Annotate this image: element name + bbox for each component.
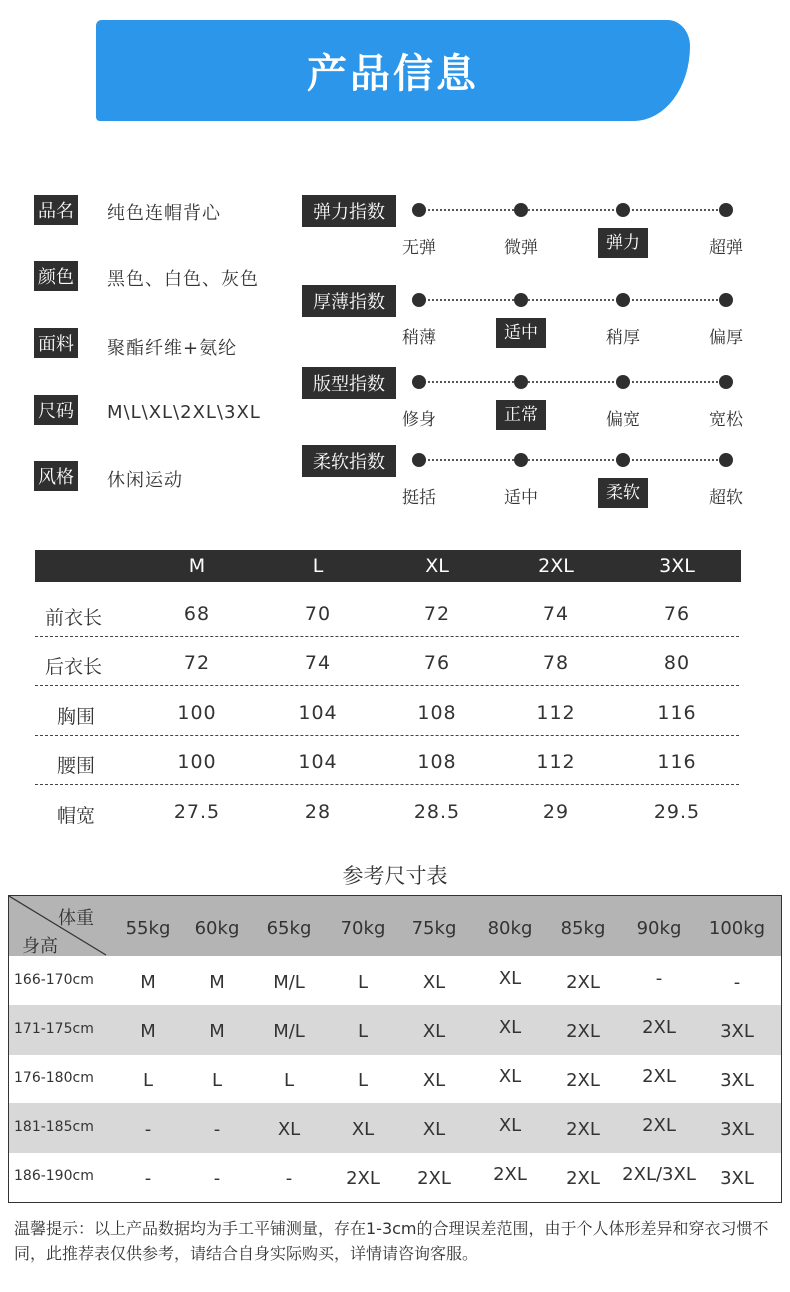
weight-column-header: 80kg bbox=[487, 918, 533, 939]
size-recommendation-cell: L bbox=[283, 1070, 295, 1091]
size-recommendation-cell: M bbox=[140, 972, 156, 993]
size-recommendation-cell: - bbox=[144, 1119, 152, 1140]
index-label: 版型指数 bbox=[302, 367, 396, 399]
size-column-header: 3XL bbox=[659, 555, 695, 577]
height-row-label: 176-180cm bbox=[14, 1070, 94, 1086]
height-row-label: 186-190cm bbox=[14, 1168, 94, 1184]
scale-dot bbox=[616, 375, 630, 389]
size-recommendation-cell: M bbox=[140, 1021, 156, 1042]
scale-dot bbox=[616, 203, 630, 217]
scale-dot bbox=[514, 293, 528, 307]
scale-dot bbox=[719, 453, 733, 467]
size-recommendation-cell: 2XL bbox=[566, 1021, 600, 1042]
scale-dot bbox=[514, 203, 528, 217]
size-cell: 100 bbox=[177, 702, 217, 724]
attr-value-fabric: 聚酯纤维+氨纶 bbox=[107, 338, 238, 359]
size-recommendation-cell: L bbox=[211, 1070, 223, 1091]
scale-option-selected: 适中 bbox=[496, 318, 546, 348]
size-cell: 80 bbox=[663, 652, 691, 674]
scale-option: 挺括 bbox=[402, 488, 436, 508]
size-cell: 116 bbox=[657, 702, 697, 724]
scale-option: 超软 bbox=[709, 488, 743, 508]
scale-line bbox=[419, 459, 726, 461]
scale-option: 无弹 bbox=[402, 238, 436, 258]
scale-dot bbox=[616, 453, 630, 467]
weight-column-header: 70kg bbox=[340, 918, 386, 939]
index-label: 柔软指数 bbox=[302, 445, 396, 477]
size-column-header: XL bbox=[425, 555, 449, 577]
size-row-label: 前衣长 bbox=[45, 607, 103, 629]
scale-line bbox=[419, 381, 726, 383]
size-recommendation-cell: XL bbox=[422, 1021, 446, 1042]
corner-height-label: 身高 bbox=[22, 936, 58, 957]
size-cell: 28 bbox=[304, 801, 332, 823]
size-recommendation-cell: XL bbox=[277, 1119, 301, 1140]
size-cell: 68 bbox=[183, 603, 211, 625]
height-row-label: 166-170cm bbox=[14, 972, 94, 988]
scale-option: 修身 bbox=[402, 410, 436, 430]
size-recommendation-cell: 3XL bbox=[720, 1119, 754, 1140]
attr-value-color: 黑色、白色、灰色 bbox=[107, 269, 259, 290]
scale-option: 稍厚 bbox=[606, 328, 640, 348]
weight-column-header: 100kg bbox=[708, 918, 766, 939]
size-recommendation-cell: - bbox=[285, 1168, 293, 1189]
size-cell: 104 bbox=[298, 702, 338, 724]
size-recommendation-cell: 2XL bbox=[642, 1066, 676, 1087]
scale-option: 超弹 bbox=[709, 238, 743, 258]
size-column-header: 2XL bbox=[538, 555, 574, 577]
size-recommendation-cell: - bbox=[733, 972, 741, 993]
weight-column-header: 55kg bbox=[125, 918, 171, 939]
attr-label-style: 风格 bbox=[34, 461, 78, 491]
size-recommendation-cell: 2XL bbox=[642, 1017, 676, 1038]
size-cell: 108 bbox=[417, 702, 457, 724]
attr-label-color: 颜色 bbox=[34, 261, 78, 291]
scale-option: 宽松 bbox=[709, 410, 743, 430]
size-recommendation-cell: 2XL/3XL bbox=[622, 1164, 696, 1185]
height-row-label: 171-175cm bbox=[14, 1021, 94, 1037]
attr-value-name: 纯色连帽背心 bbox=[107, 203, 221, 224]
weight-column-header: 65kg bbox=[266, 918, 312, 939]
size-cell: 76 bbox=[423, 652, 451, 674]
size-recommendation-cell: 3XL bbox=[720, 1168, 754, 1189]
size-recommendation-cell: 2XL bbox=[417, 1168, 451, 1189]
size-recommendation-cell: 2XL bbox=[566, 972, 600, 993]
size-cell: 29 bbox=[542, 801, 570, 823]
size-recommendation-cell: L bbox=[357, 1021, 369, 1042]
weight-column-header: 75kg bbox=[411, 918, 457, 939]
size-cell: 108 bbox=[417, 751, 457, 773]
size-recommendation-cell: - bbox=[144, 1168, 152, 1189]
size-row-label: 帽宽 bbox=[57, 805, 96, 827]
size-row-label: 胸围 bbox=[57, 706, 96, 728]
size-recommendation-cell: XL bbox=[422, 1070, 446, 1091]
size-recommendation-cell: - bbox=[213, 1119, 221, 1140]
scale-dot bbox=[719, 375, 733, 389]
size-recommendation-cell: 3XL bbox=[720, 1070, 754, 1091]
size-recommendation-cell: 2XL bbox=[566, 1070, 600, 1091]
attr-label-size: 尺码 bbox=[34, 395, 78, 425]
size-recommendation-cell: M bbox=[209, 1021, 225, 1042]
size-recommendation-cell: L bbox=[357, 1070, 369, 1091]
size-cell: 74 bbox=[304, 652, 332, 674]
size-cell: 76 bbox=[663, 603, 691, 625]
size-cell: 29.5 bbox=[653, 801, 701, 823]
scale-line bbox=[419, 299, 726, 301]
size-cell: 27.5 bbox=[173, 801, 221, 823]
size-recommendation-cell: XL bbox=[498, 968, 522, 989]
size-recommendation-cell: - bbox=[213, 1168, 221, 1189]
scale-option: 稍薄 bbox=[402, 328, 436, 348]
index-label: 厚薄指数 bbox=[302, 285, 396, 317]
size-cell: 100 bbox=[177, 751, 217, 773]
size-cell: 72 bbox=[423, 603, 451, 625]
scale-option: 偏宽 bbox=[606, 410, 640, 430]
scale-dot bbox=[514, 375, 528, 389]
scale-dot bbox=[719, 293, 733, 307]
size-recommendation-cell: XL bbox=[422, 972, 446, 993]
reference-table-frame bbox=[8, 895, 782, 1203]
weight-column-header: 90kg bbox=[636, 918, 682, 939]
size-column-header: M bbox=[188, 555, 206, 577]
scale-option-selected: 弹力 bbox=[598, 228, 648, 258]
size-row-label: 后衣长 bbox=[45, 656, 103, 678]
corner-weight-label: 体重 bbox=[58, 908, 94, 929]
page-title: 产品信息 bbox=[307, 51, 479, 97]
row-separator bbox=[35, 636, 739, 637]
scale-dot bbox=[616, 293, 630, 307]
attr-value-size: M\L\XL\2XL\3XL bbox=[107, 402, 261, 423]
size-recommendation-cell: L bbox=[142, 1070, 154, 1091]
size-cell: 104 bbox=[298, 751, 338, 773]
size-cell: 74 bbox=[542, 603, 570, 625]
weight-column-header: 85kg bbox=[560, 918, 606, 939]
size-cell: 78 bbox=[542, 652, 570, 674]
size-recommendation-cell: M/L bbox=[273, 1021, 305, 1042]
tips-note: 温馨提示：以上产品数据均为手工平铺测量，存在1-3cm的合理误差范围，由于个人体形差异和穿衣习惯不同，此推荐表仅供参考，请结合自身实际购买，详情请咨询客服。 bbox=[14, 1219, 769, 1263]
size-cell: 116 bbox=[657, 751, 697, 773]
size-recommendation-cell: XL bbox=[422, 1119, 446, 1140]
attr-label-fabric: 面料 bbox=[34, 328, 78, 358]
index-label: 弹力指数 bbox=[302, 195, 396, 227]
size-recommendation-cell: XL bbox=[351, 1119, 375, 1140]
size-recommendation-cell: XL bbox=[498, 1017, 522, 1038]
height-row-label: 181-185cm bbox=[14, 1119, 94, 1135]
scale-dot bbox=[719, 203, 733, 217]
scale-option-selected: 正常 bbox=[496, 400, 546, 430]
size-cell: 112 bbox=[536, 751, 576, 773]
size-cell: 112 bbox=[536, 702, 576, 724]
size-recommendation-cell: 2XL bbox=[642, 1115, 676, 1136]
scale-line bbox=[419, 209, 726, 211]
scale-dot bbox=[412, 293, 426, 307]
scale-option: 偏厚 bbox=[709, 328, 743, 348]
attr-value-style: 休闲运动 bbox=[107, 470, 183, 491]
size-recommendation-cell: M bbox=[209, 972, 225, 993]
size-column-header: L bbox=[312, 555, 324, 577]
size-cell: 28.5 bbox=[413, 801, 461, 823]
size-cell: 72 bbox=[183, 652, 211, 674]
size-recommendation-cell: 2XL bbox=[566, 1119, 600, 1140]
size-recommendation-cell: M/L bbox=[273, 972, 305, 993]
size-recommendation-cell: - bbox=[655, 968, 663, 989]
scale-option-selected: 柔软 bbox=[598, 478, 648, 508]
attr-label-name: 品名 bbox=[34, 195, 78, 225]
scale-dot bbox=[412, 453, 426, 467]
scale-dot bbox=[412, 375, 426, 389]
row-separator bbox=[35, 784, 739, 785]
size-recommendation-cell: 2XL bbox=[566, 1168, 600, 1189]
scale-dot bbox=[514, 453, 528, 467]
size-recommendation-cell: XL bbox=[498, 1066, 522, 1087]
size-cell: 70 bbox=[304, 603, 332, 625]
size-recommendation-cell: 2XL bbox=[493, 1164, 527, 1185]
row-separator bbox=[35, 735, 739, 736]
weight-column-header: 60kg bbox=[194, 918, 240, 939]
size-recommendation-cell: 2XL bbox=[346, 1168, 380, 1189]
size-recommendation-cell: 3XL bbox=[720, 1021, 754, 1042]
size-recommendation-cell: XL bbox=[498, 1115, 522, 1136]
scale-option: 微弹 bbox=[504, 238, 538, 258]
row-separator bbox=[35, 685, 739, 686]
scale-option: 适中 bbox=[504, 488, 538, 508]
scale-dot bbox=[412, 203, 426, 217]
reference-title: 参考尺寸表 bbox=[342, 864, 448, 888]
size-row-label: 腰围 bbox=[57, 755, 96, 777]
size-recommendation-cell: L bbox=[357, 972, 369, 993]
